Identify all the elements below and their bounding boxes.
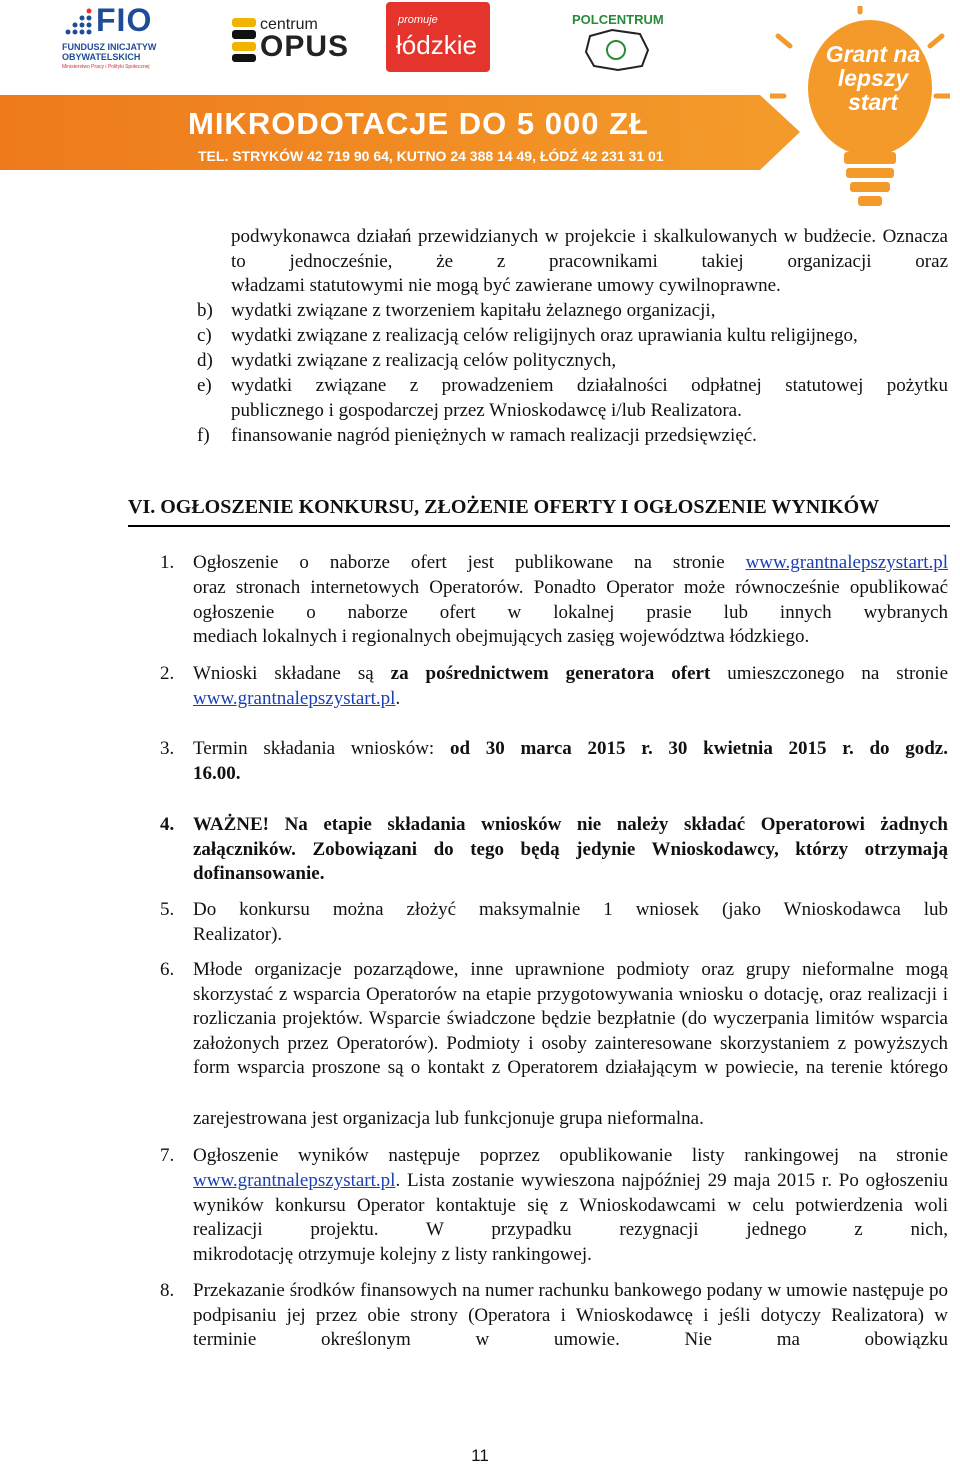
list-item: wydatki związane z realizacją celów politycznych, <box>231 350 617 371</box>
list-marker: c) <box>197 325 212 346</box>
polcentrum-logo <box>572 12 662 72</box>
item-4-text: Na etapie składania wniosków nie należy składać Operatorowi żadnych załączników. Zobowiązani do tego będą jedynie Wnioskodawcy, którzy otrzymają <box>193 814 948 860</box>
item-2-text-2: umieszczonego na stronie <box>727 663 949 684</box>
list-marker: e) <box>197 375 212 396</box>
item-number: 7. <box>160 1145 175 1166</box>
polcentrum-wordmark: POLCENTRUM <box>572 12 664 27</box>
section-heading: VI. OGŁOSZENIE KONKURSU, ZŁOŻENIE OFERTY I OGŁOSZENIE WYNIKÓW <box>128 496 950 527</box>
item-2-bold: za pośrednictwem generatora ofert <box>390 663 711 684</box>
item-number: 2. <box>160 663 175 684</box>
poland-map-icon <box>582 28 652 72</box>
item-7-line: Ogłoszenie wyników następuje poprzez opublikowanie listy rankingowej na stronie <box>193 1145 948 1166</box>
list-item: wydatki związane z tworzeniem kapitału żelaznego organizacji, <box>231 300 716 321</box>
opus-logo <box>230 14 350 64</box>
website-link[interactable]: www.grantnalepszystart.pl <box>745 552 949 573</box>
item-7-text: . Lista zostanie wywieszona najpóźniej 29 maja 2015 r. Po ogłoszeniu wyników konkursu Operator kontaktuje się z Wnioskodawcami w celu potwierdzenia woli realizacji projektu. W przypadku rezygnacji jednego z nich, <box>193 1170 948 1240</box>
item-2-text: Wnioski składane są <box>193 663 374 684</box>
lodzkie-wordmark: łódzkie <box>396 30 477 60</box>
grant-bulb-logo <box>770 6 950 216</box>
item-number: 5. <box>160 899 175 920</box>
item-number: 1. <box>160 552 175 573</box>
item-1-text: Ogłoszenie o naborze ofert jest publikowane na stronie <box>193 552 725 573</box>
header-banner <box>0 0 960 222</box>
item-7-last-line: mikrodotację otrzymuje kolejny z listy rankingowej. <box>193 1244 592 1265</box>
page-number: 11 <box>471 1446 489 1465</box>
fio-wordmark: FIO <box>96 2 153 38</box>
list-item: wydatki związane z prowadzeniem działalności odpłatnej statutowej pożytku <box>231 375 948 396</box>
website-link[interactable]: www.grantnalepszystart.pl <box>193 1170 396 1191</box>
list-marker: b) <box>197 300 213 321</box>
intro-paragraph: podwykonawca działań przewidzianych w projekcie i skalkulowanych w budżecie. Oznacza to jednocześnie, że z pracownikami takiej organizacji oraz <box>231 226 948 272</box>
item-number: 4. <box>160 814 175 835</box>
website-link[interactable]: www.grantnalepszystart.pl <box>193 688 396 709</box>
banner-title: MIKRODOTACJE DO 5 000 ZŁ <box>188 106 649 141</box>
item-8-body: Przekazanie środków finansowych na numer rachunku bankowego podany w umowie następuje po podpisaniu jej przez obie strony (Operatora i Wnioskodawcę i jeśli dotyczy Realizatora) w terminie określonym w umowie. Nie ma obowiązku <box>193 1280 948 1350</box>
lodzkie-promuje-text: promuje <box>398 14 438 26</box>
item-5-last-line: Realizator). <box>193 924 283 945</box>
item-3-deadline: od 30 marca 2015 r. 30 kwietnia 2015 r. do godz. <box>449 738 948 759</box>
item-6-body: Młode organizacje pozarządowe, inne uprawnione podmioty oraz grupy nieformalne mogą skorzystać z wsparcia Operatorów na etapie przygotowywania wniosku o dotację, oraz realizacji i rozliczania projektów. Wsparcie świadczone będzie bezpłatnie (do wyczerpania limitów wsparcia założonych przez Operatorów). Podmioty i osoby zainteresowane skorzystaniem z powyższych form wsparcia proszone są o kontakt z Operatorem działającym w powiecie, na terenie którego <box>193 959 948 1078</box>
list-item: finansowanie nagród pieniężnych w ramach realizacji przedsięwzięć. <box>231 425 757 446</box>
item-4-last-line: dofinansowanie. <box>193 863 325 884</box>
item-3-time: 16.00. <box>193 763 241 784</box>
opus-centrum-text: centrum <box>260 16 318 33</box>
lodzkie-logo <box>386 2 490 72</box>
fio-tagline: Ministerstwo Pracy i Polityki Społecznej <box>62 64 150 70</box>
opus-mark-icon <box>230 18 258 62</box>
item-3-text: Termin składania wniosków: <box>193 738 435 759</box>
item-6-last-line: zarejestrowana jest organizacja lub funkcjonuje grupa nieformalna. <box>193 1108 704 1129</box>
item-number: 6. <box>160 959 175 980</box>
fio-dots-icon <box>60 6 94 40</box>
list-marker: d) <box>197 350 213 371</box>
item-number: 3. <box>160 738 175 759</box>
item-2-link-line <box>193 687 948 712</box>
intro-last-line: władzami statutowymi nie mogą być zawierane umowy cywilnoprawne. <box>231 275 781 296</box>
banner-phones: TEL. STRYKÓW 42 719 90 64, KUTNO 24 388 14 49, ŁÓDŹ 42 231 31 01 <box>198 148 664 164</box>
list-item-continuation: publicznego i gospodarczej przez Wnioskodawcę i/lub Realizatora. <box>231 400 742 421</box>
list-item: wydatki związane z realizacją celów religijnych oraz uprawiania kultu religijnego, <box>231 325 858 346</box>
fio-subtitle: FUNDUSZ INICJATYW OBYWATELSKICH <box>62 42 157 62</box>
bulb-slogan: Grant na lepszy start <box>825 41 921 115</box>
fio-logo <box>60 4 180 74</box>
item-2-period: . <box>395 688 401 709</box>
item-4-important: WAŻNE! <box>193 814 270 835</box>
item-1-last-line: mediach lokalnych i regionalnych obejmujących zasięg województwa łódzkiego. <box>193 626 810 647</box>
item-number: 8. <box>160 1280 175 1301</box>
opus-wordmark: OPUS <box>260 30 350 63</box>
list-marker: f) <box>197 425 210 446</box>
item-5-line: Do konkursu można złożyć maksymalnie 1 wniosek (jako Wnioskodawca lub <box>193 899 948 920</box>
item-1-body: oraz stronach internetowych Operatorów. Ponadto Operator może równocześnie opublikować ogłoszenie o naborze ofert w lokalnej prasie lub innych wybranych <box>193 577 948 623</box>
